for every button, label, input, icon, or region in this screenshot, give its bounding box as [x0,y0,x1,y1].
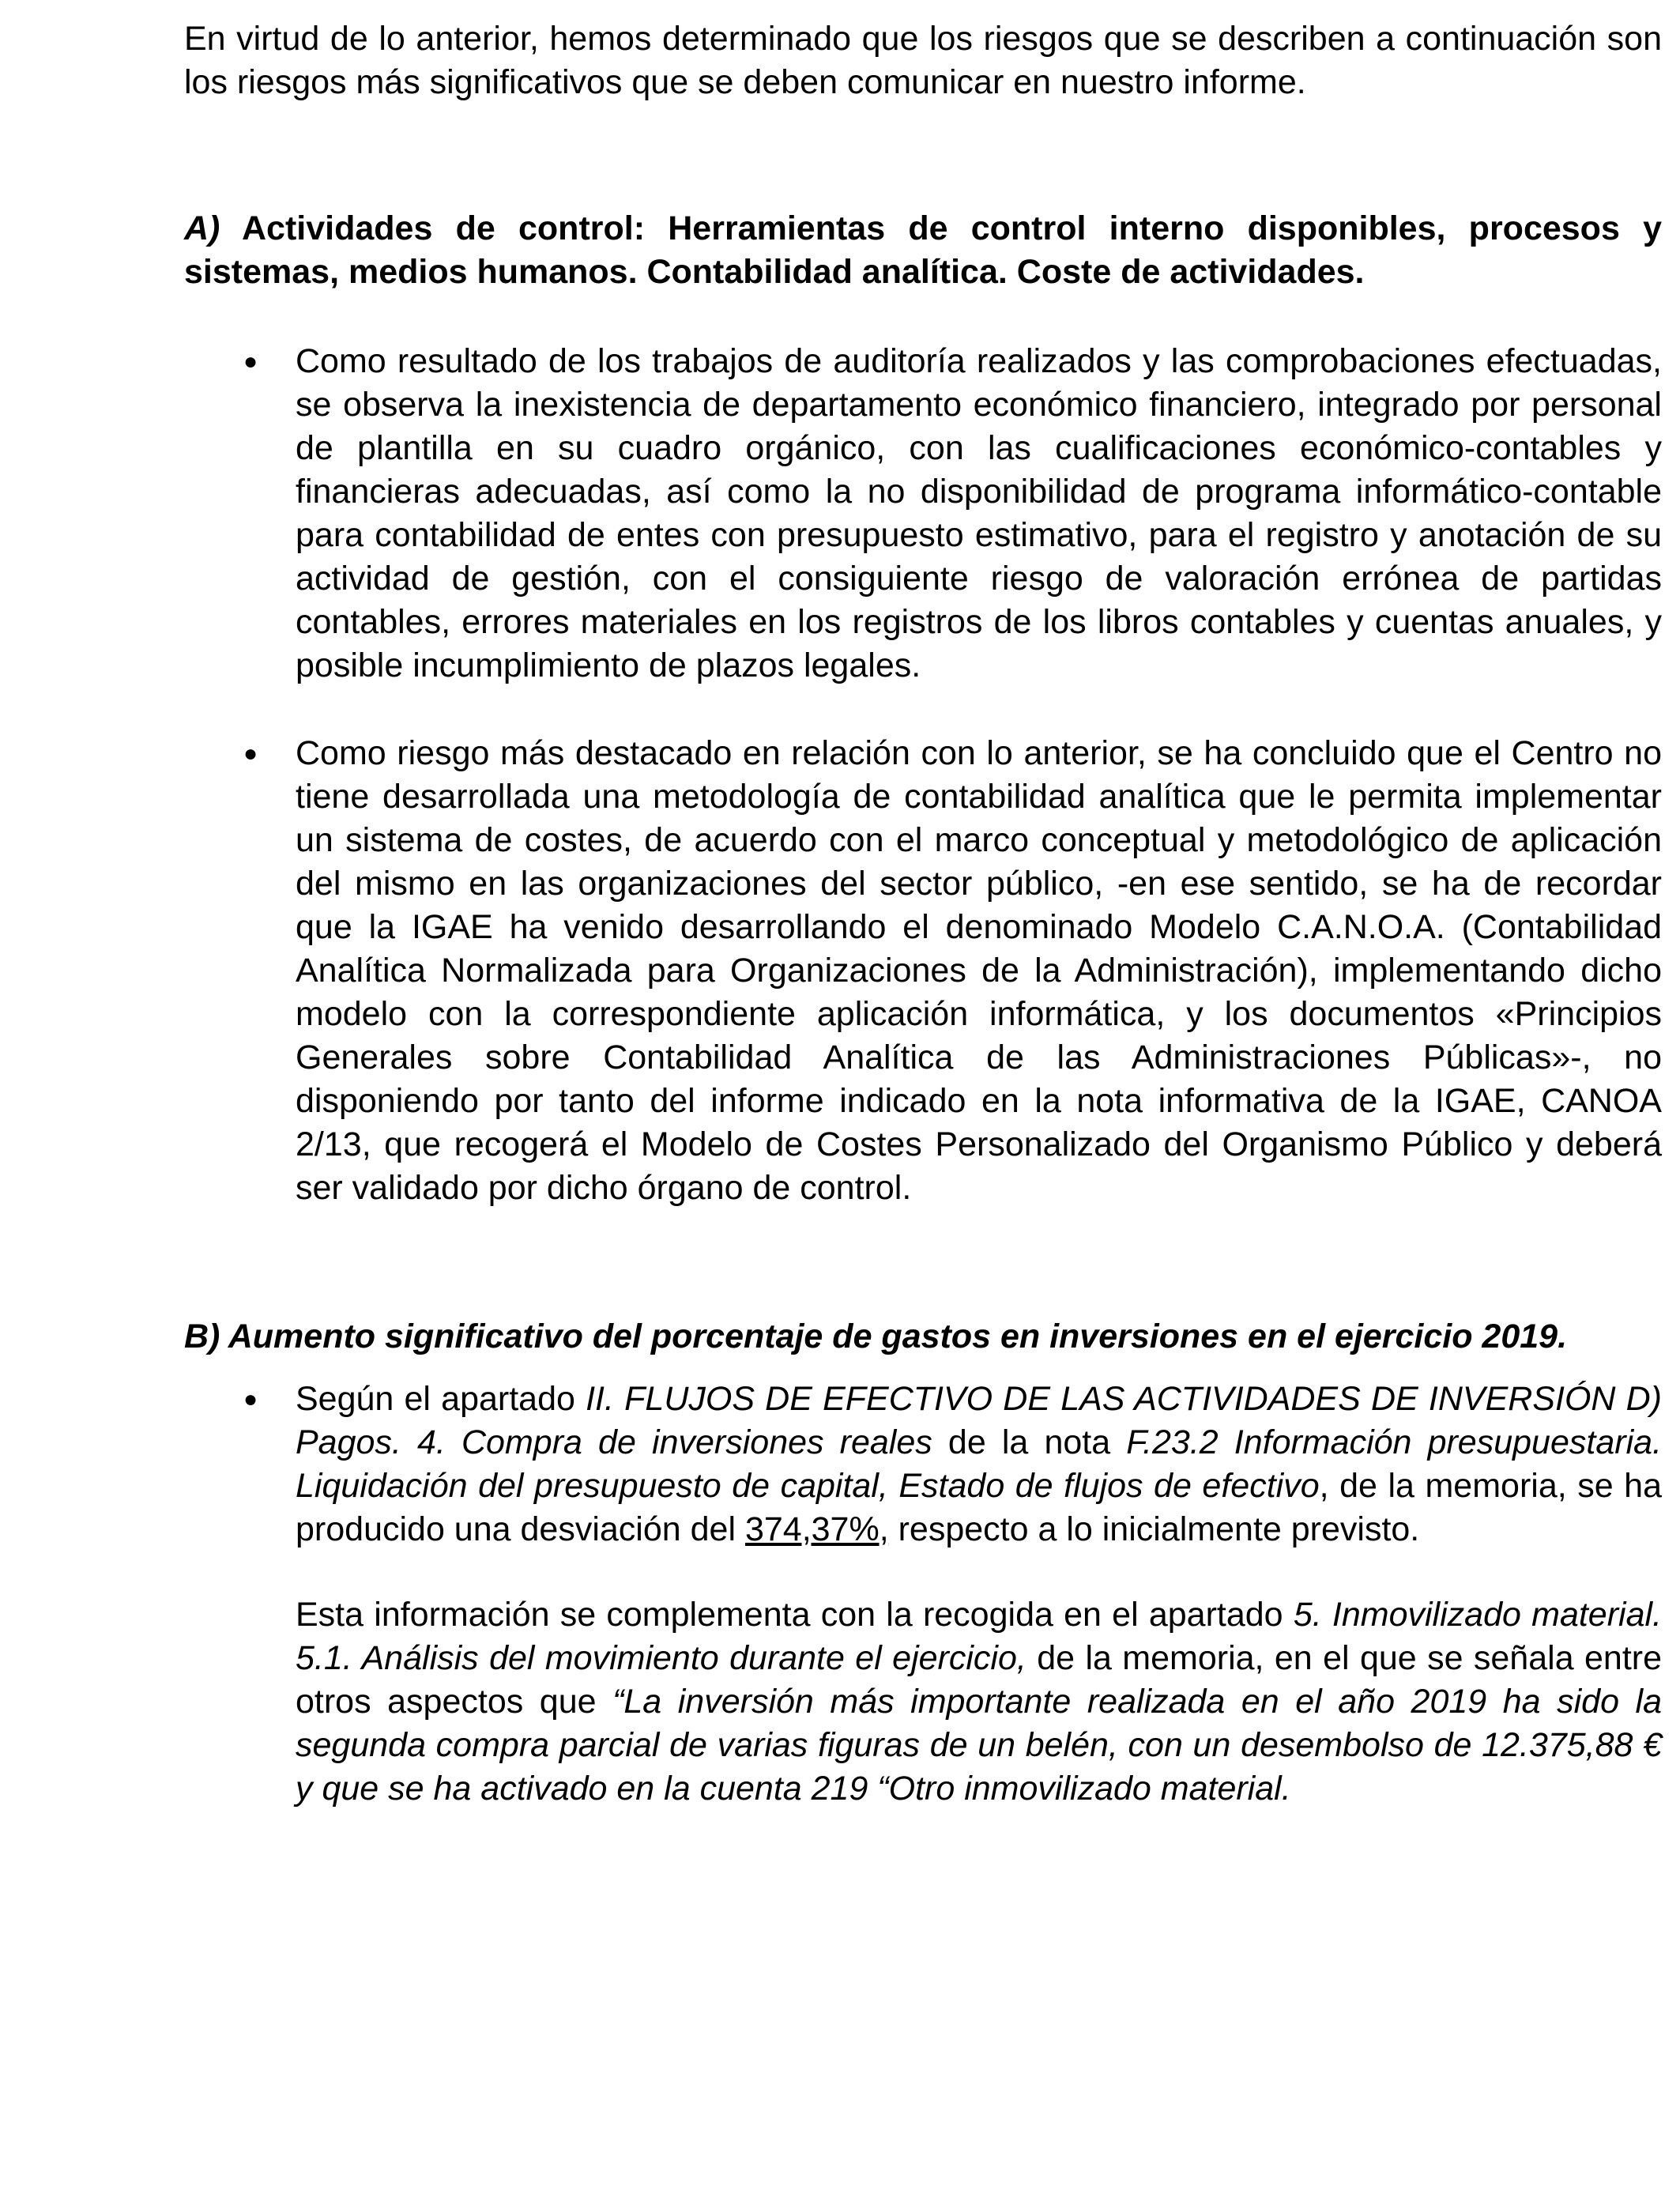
bullet-icon: ● [243,349,258,375]
list-item [184,1378,1662,1551]
italic-run: 5. Inmovilizado material. 5.1. Análisis del movimiento durante el ejercicio, [296,1596,1663,1677]
text-run: de la nota [932,1423,1127,1461]
text-run: Esta información se complementa con la recogida en el apartado [296,1596,1294,1634]
text-run: , de la memoria, se ha producido una desviación del [296,1467,1662,1548]
section-a-prefix: A) [184,209,220,247]
section-b-paragraph-2 [184,1593,1662,1811]
section-b-heading: B) Aumento significativo del porcentaje de gastos en inversiones en el ejercicio 2019. [184,1318,1568,1355]
section-a-title: Actividades de control: Herramientas de control interno disponibles, procesos y sistemas, medios humanos. Contabilidad analítica. Coste de actividades. [184,209,1662,291]
document-page [184,17,1662,1811]
section-b-bullet-1-text [296,1378,1662,1551]
list-item [184,732,1662,1210]
bullet-icon: ● [243,1386,258,1412]
italic-run: F.23.2 Información presupuestaria. Liquidación del presupuesto de capital, Estado de flujos de efectivo [296,1423,1662,1505]
section-a-bullet-2-text: Como riesgo más destacado en relación con lo anterior, se ha concluido que el Centro no tiene desarrollada una metodología de contabilidad analítica que le permita implementar un sistema de costes, de acuerdo con el marco conceptual y metodológico de aplicación del mismo en las organizaciones del sector público, -en ese sentido, se ha de recordar que la IGAE ha venido desarrollando el denominado Modelo C.A.N.O.A. (Contabilidad Analítica Normalizada para Organizaciones de la Administración), implementando dicho modelo con la correspondiente aplicación informática, y los documentos «Principios Generales sobre Contabilidad Analítica de las Administraciones Públicas»-, no disponiendo por tanto del informe indicado en la nota informativa de la IGAE, CANOA 2/13, que recogerá el Modelo de Costes Personalizado del Organismo Público y deberá ser validado por dicho órgano de control. [296,734,1662,1207]
text-run: Según el apartado [296,1380,586,1418]
intro-paragraph: En virtud de lo anterior, hemos determinado que los riesgos que se describen a continuación son los riesgos más significativos que se deben comunicar en nuestro informe. [184,20,1662,101]
section-b-paragraph-2-text [296,1593,1662,1811]
text-run: respecto a lo inicialmente previsto. [888,1510,1420,1548]
italic-run: II. FLUJOS DE EFECTIVO DE LAS ACTIVIDADES DE INVERSIÓN D) Pagos. 4. Compra de inversiones reales [296,1380,1662,1461]
italic-quote: “La inversión más importante realizada en el año 2019 ha sido la segunda compra parcial de varias figuras de un belén, con un desembolso de 12.375,88 € y que se ha activado en la cuenta 219 “Otro inmovilizado material. [296,1683,1662,1808]
bullet-icon: ● [243,741,258,767]
text-run: de la memoria, en el que se señala entre otros aspectos que [296,1639,1663,1721]
underlined-percentage: 374,37%, [744,1510,889,1548]
section-a-bullet-1-text: Como resultado de los trabajos de auditoría realizados y las comprobaciones efectuadas, se observa la inexistencia de departamento económico financiero, integrado por personal de plantilla en su cuadro orgánico, con las cualificaciones económico-contables y financieras adecuadas, así como la no disponibilidad de programa informático-contable para contabilidad de entes con presupuesto estimativo, para el registro y anotación de su actividad de gestión, con el consiguiente riesgo de valoración errónea de partidas contables, errores materiales en los registros de los libros contables y cuentas anuales, y posible incumplimiento de plazos legales. [296,342,1662,684]
section-a-heading [184,207,1662,294]
list-item [184,340,1662,688]
